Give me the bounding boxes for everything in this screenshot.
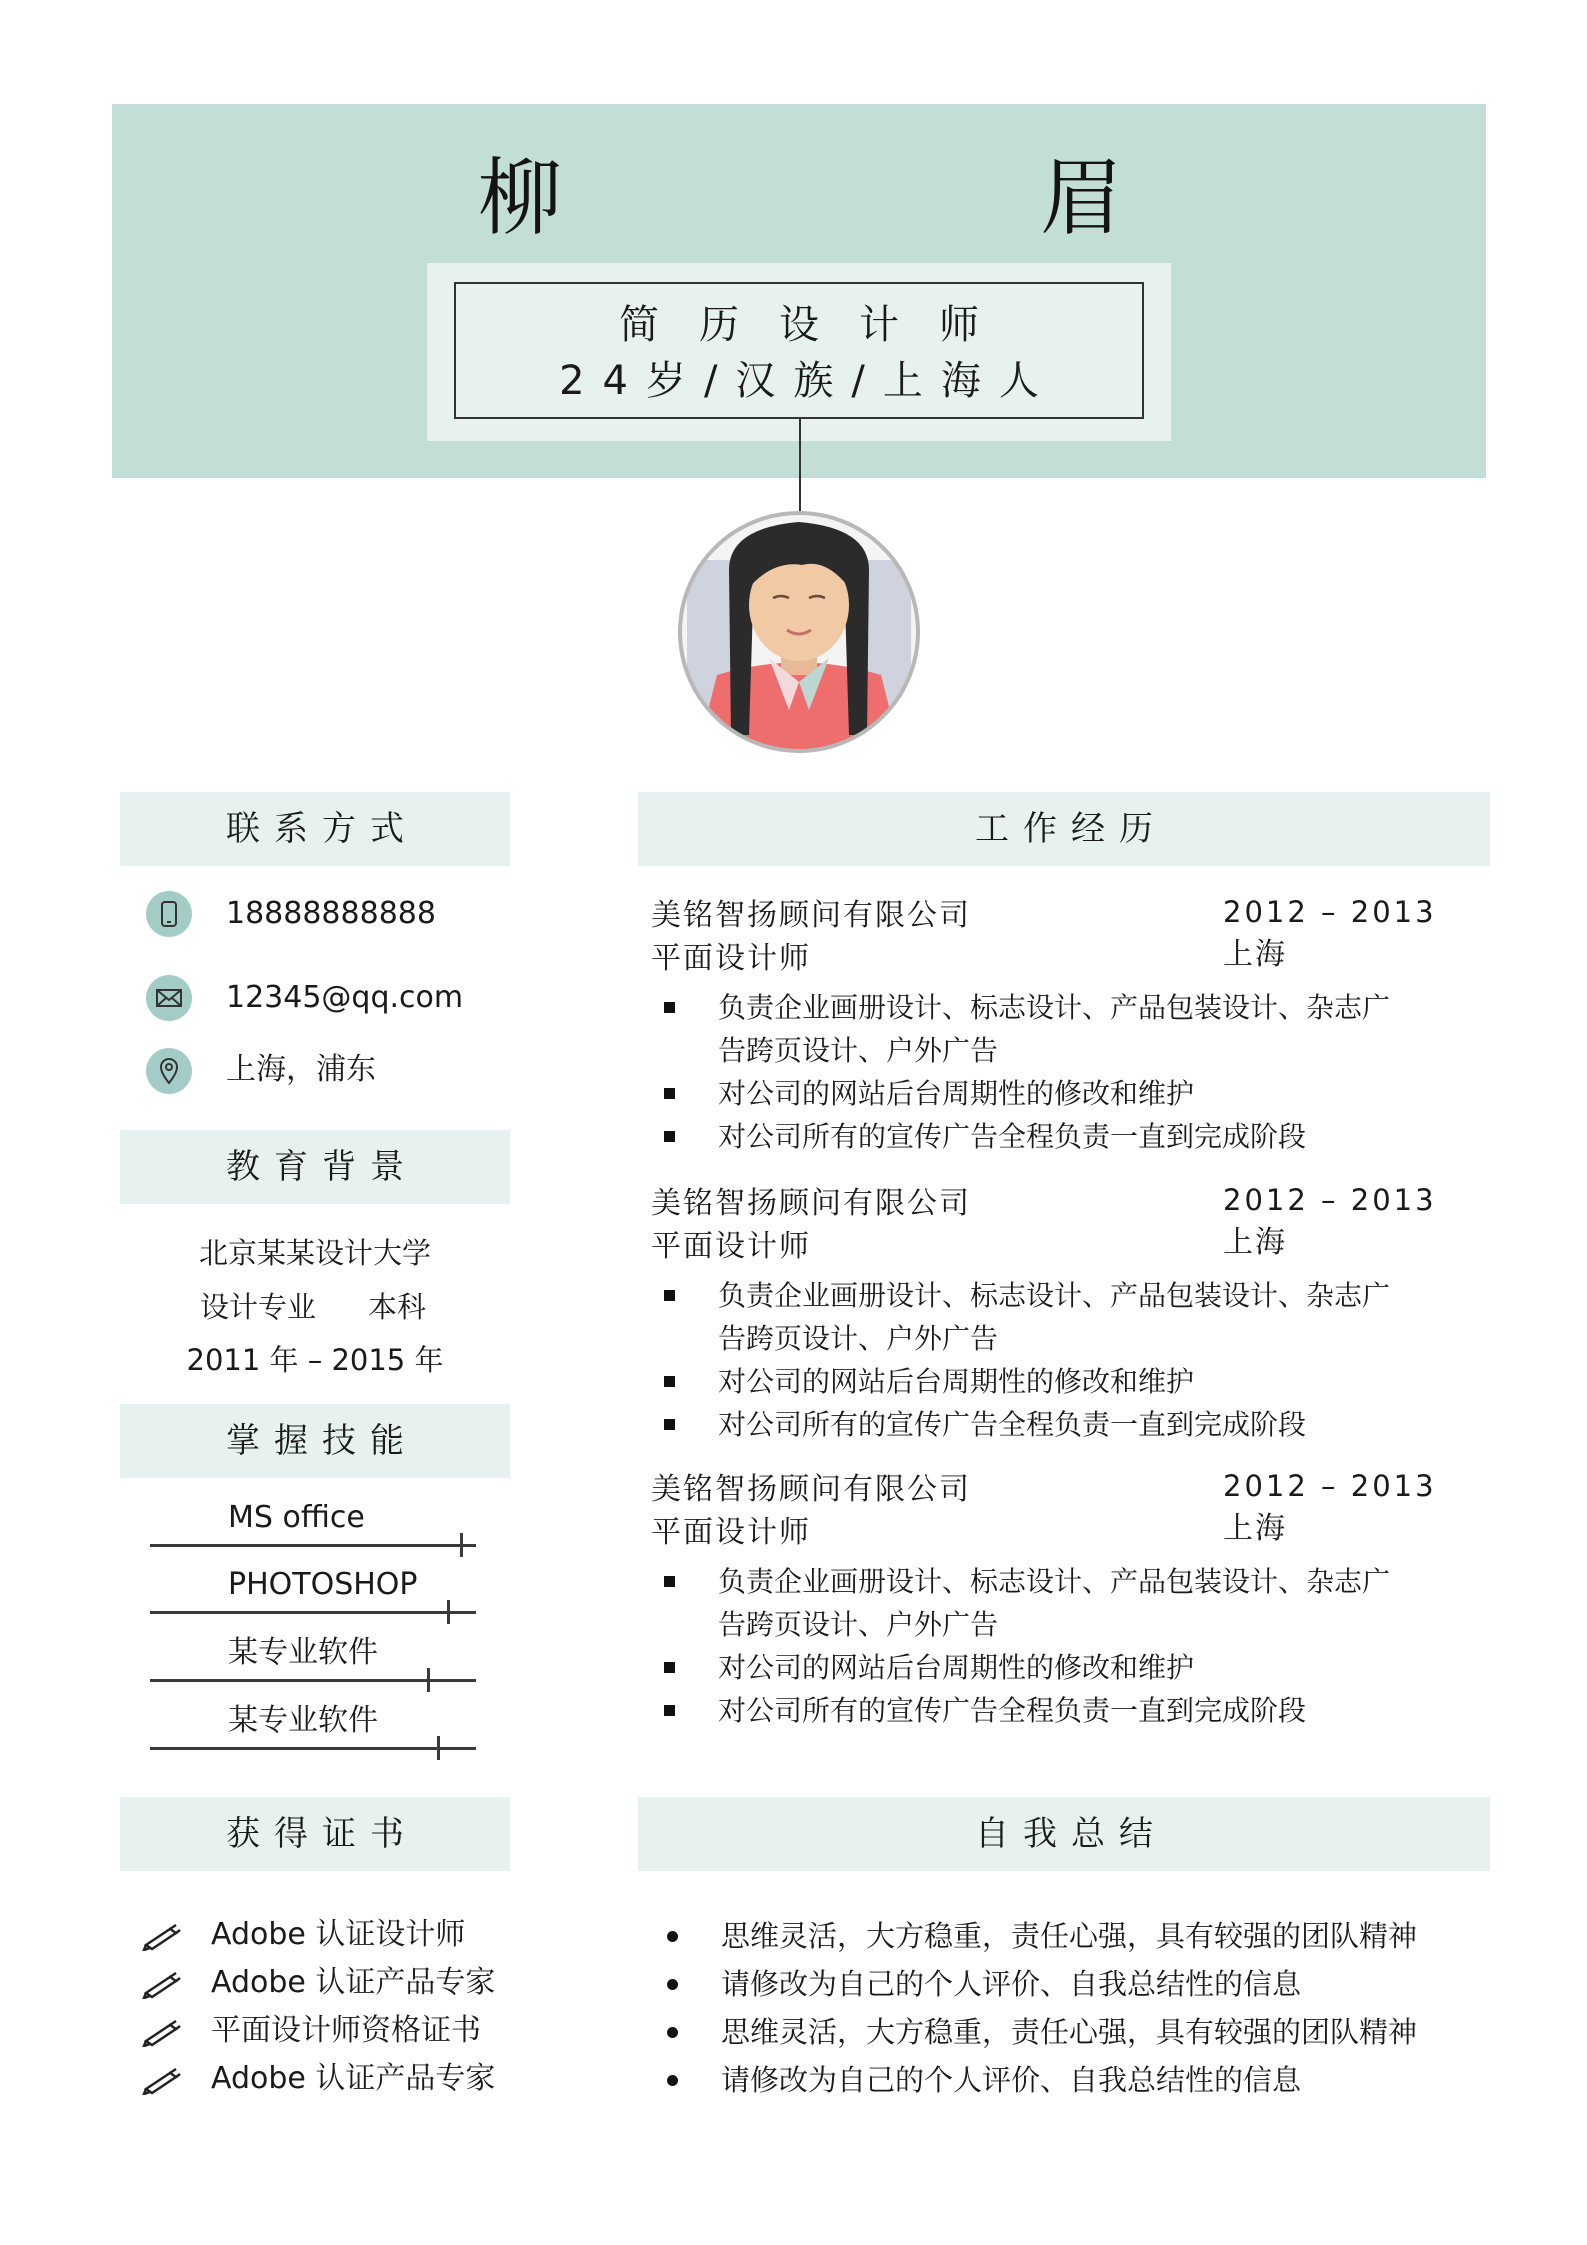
skill-level-marker	[437, 1736, 440, 1760]
certificate-name: Adobe 认证产品专家	[211, 2061, 496, 2096]
job-duty: 对公司的网站后台周期性的修改和维护	[718, 1651, 1195, 1684]
job-duty: 告跨页设计、户外广告	[718, 1608, 999, 1641]
job-location: 上海	[1223, 1225, 1287, 1260]
job-duty: 告跨页设计、户外广告	[718, 1034, 999, 1067]
name-first-char: 柳	[478, 149, 563, 247]
certificate-name: Adobe 认证设计师	[211, 1917, 466, 1952]
summary-bullet	[667, 1979, 678, 1990]
duty-bullet	[664, 1419, 675, 1430]
skill-name: 某专业软件	[228, 1635, 378, 1670]
study-period: 2011 年 – 2015 年	[186, 1343, 444, 1377]
job-company: 美铭智扬顾问有限公司	[651, 1472, 971, 1507]
phone-number: 18888888888	[226, 896, 436, 931]
location-text: 上海，浦东	[226, 1052, 376, 1087]
job-company: 美铭智扬顾问有限公司	[651, 898, 971, 933]
job-duty: 告跨页设计、户外广告	[718, 1322, 999, 1355]
duty-bullet	[664, 1662, 675, 1673]
summary-item: 请修改为自己的个人评价、自我总结性的信息	[721, 1967, 1302, 2001]
personal-info: 24岁/汉族/上海人	[559, 358, 1057, 404]
duty-bullet	[664, 1705, 675, 1716]
summary-item: 思维灵活，大方稳重，责任心强，具有较强的团队精神	[721, 1919, 1418, 1953]
phone-icon	[146, 891, 192, 937]
work-heading: 工作经历	[638, 792, 1490, 866]
summary-item: 思维灵活，大方稳重，责任心强，具有较强的团队精神	[721, 2015, 1418, 2049]
job-position: 平面设计师	[651, 1229, 811, 1264]
job-duty: 对公司所有的宣传广告全程负责一直到完成阶段	[718, 1408, 1307, 1441]
job-location: 上海	[1223, 937, 1287, 972]
skill-name: 某专业软件	[228, 1703, 378, 1738]
duty-bullet	[664, 1576, 675, 1587]
contact-heading: 联系方式	[120, 792, 510, 866]
job-duty: 负责企业画册设计、标志设计、产品包装设计、杂志广	[718, 1279, 1391, 1312]
summary-item: 请修改为自己的个人评价、自我总结性的信息	[721, 2063, 1302, 2097]
skill-bar	[150, 1611, 476, 1614]
mail-icon	[146, 975, 192, 1021]
degree: 本科	[368, 1290, 427, 1324]
job-period: 2012 – 2013	[1223, 1469, 1437, 1503]
job-duty: 对公司所有的宣传广告全程负责一直到完成阶段	[718, 1120, 1307, 1153]
education-heading: 教育背景	[120, 1130, 510, 1204]
avatar	[677, 510, 921, 754]
duty-bullet	[664, 1290, 675, 1301]
location-icon	[146, 1048, 192, 1094]
job-duty: 对公司的网站后台周期性的修改和维护	[718, 1077, 1195, 1110]
title-box	[454, 282, 1144, 419]
certificate-icon	[142, 2065, 182, 2095]
duty-bullet	[664, 1131, 675, 1142]
skill-level-marker	[447, 1600, 450, 1624]
connector-line	[799, 419, 801, 511]
email-address: 12345@qq.com	[226, 980, 464, 1015]
skill-bar	[150, 1747, 476, 1750]
job-duty: 负责企业画册设计、标志设计、产品包装设计、杂志广	[718, 991, 1391, 1024]
skill-bar	[150, 1544, 476, 1547]
job-duty: 负责企业画册设计、标志设计、产品包装设计、杂志广	[718, 1565, 1391, 1598]
job-position: 平面设计师	[651, 941, 811, 976]
job-location: 上海	[1223, 1511, 1287, 1546]
skill-level-marker	[460, 1533, 463, 1557]
job-period: 2012 – 2013	[1223, 1183, 1437, 1217]
summary-bullet	[667, 2075, 678, 2086]
certificate-icon	[142, 1969, 182, 1999]
name-last-char: 眉	[1040, 149, 1125, 247]
job-period: 2012 – 2013	[1223, 895, 1437, 929]
school-name: 北京某某设计大学	[198, 1236, 431, 1270]
certificates-heading: 获得证书	[120, 1797, 510, 1871]
skill-name: PHOTOSHOP	[228, 1567, 418, 1602]
certificate-name: 平面设计师资格证书	[211, 2013, 481, 2048]
summary-bullet	[667, 1931, 678, 1942]
summary-bullet	[667, 2027, 678, 2038]
job-duty: 对公司所有的宣传广告全程负责一直到完成阶段	[718, 1694, 1307, 1727]
skill-name: MS office	[228, 1500, 365, 1535]
major: 设计专业	[200, 1290, 317, 1324]
job-position: 平面设计师	[651, 1515, 811, 1550]
job-company: 美铭智扬顾问有限公司	[651, 1186, 971, 1221]
certificate-icon	[142, 1921, 182, 1951]
certificate-icon	[142, 2017, 182, 2047]
job-duty: 对公司的网站后台周期性的修改和维护	[718, 1365, 1195, 1398]
duty-bullet	[664, 1376, 675, 1387]
duty-bullet	[664, 1002, 675, 1013]
skills-heading: 掌握技能	[120, 1404, 510, 1478]
skill-level-marker	[427, 1668, 430, 1692]
certificate-name: Adobe 认证产品专家	[211, 1965, 496, 2000]
duty-bullet	[664, 1088, 675, 1099]
job-title: 简历设计师	[619, 302, 1019, 348]
summary-heading: 自我总结	[638, 1797, 1490, 1871]
